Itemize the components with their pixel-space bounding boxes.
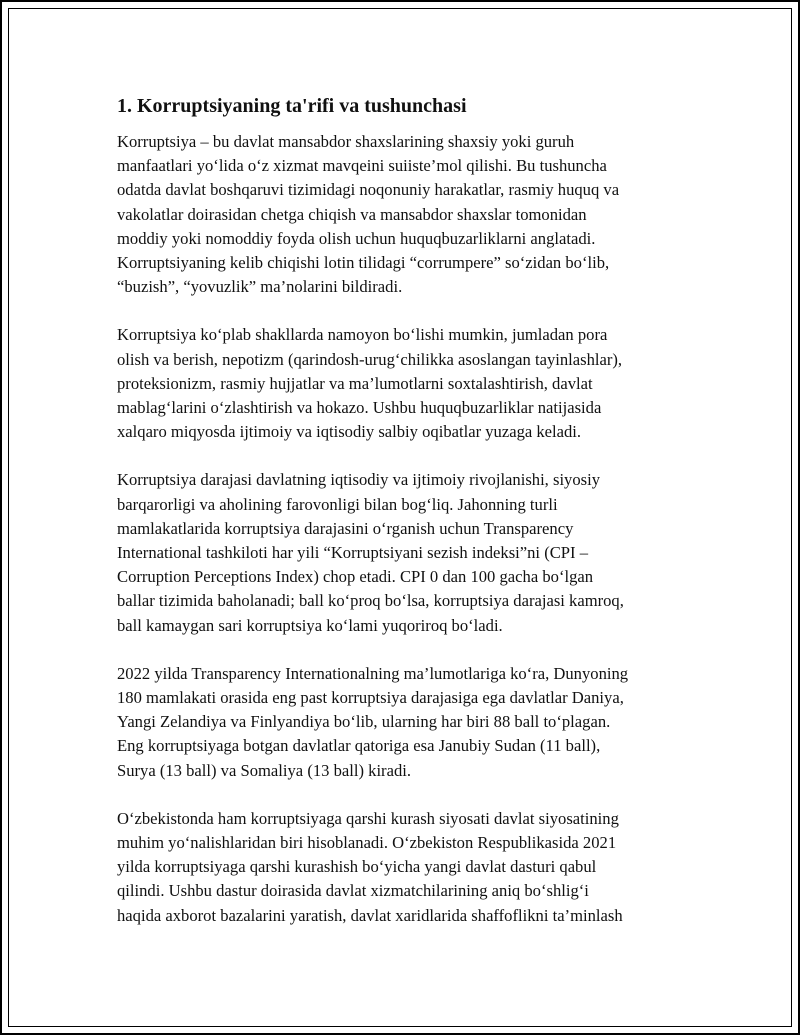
document-body <box>117 92 687 952</box>
text-line: xalqaro miqyosda ijtimoiy va iqtisodiy salbiy oqibatlar yuzaga keladi. <box>117 422 582 442</box>
text-line: Korruptsiya – bu davlat mansabdor shaxslarining shaxsiy yoki guruh <box>117 132 575 151</box>
text-line: Surya (13 ball) va Somaliya (13 ball) kiradi. <box>117 760 412 780</box>
text-line: Korruptsiyaning kelib chiqishi lotin tilidagi “corrumpere” so‘zidan bo‘lib, <box>117 253 610 273</box>
paragraph-forms <box>117 323 687 444</box>
paragraph-definition <box>117 130 687 299</box>
text-line: 2022 yilda Transparency Internationalning ma’lumotlariga ko‘ra, Dunyoning <box>117 663 629 683</box>
section-heading: 1. Korruptsiyaning ta'rifi va tushunchasi <box>117 95 467 117</box>
text-line: mablag‘larini o‘zlashtirish va hokazo. Ushbu huquqbuzarliklar natijasida <box>117 398 602 418</box>
text-line: manfaatlari yo‘lida o‘z xizmat mavqeini suiiste’mol qilishi. Bu tushuncha <box>117 156 607 176</box>
text-line: olish va berish, nepotizm (qarindosh-urug‘chilikka asoslangan tayinlashlar), <box>117 349 623 369</box>
text-line: qilindi. Ushbu dastur doirasida davlat xizmatchilarining aniq bo‘shlig‘i <box>117 881 589 901</box>
text-line: Korruptsiya ko‘plab shakllarda namoyon bo‘lishi mumkin, jumladan pora <box>117 325 608 345</box>
text-line: moddiy yoki nomoddiy foyda olish uchun huquqbuzarliklarni anglatadi. <box>117 228 596 248</box>
text-line: International tashkiloti har yili “Korruptsiyani sezish indeksi”ni (CPI – <box>117 543 588 563</box>
text-line: muhim yo‘nalishlaridan biri hisoblanadi. O‘zbekiston Respublikasida 2021 <box>117 833 617 853</box>
text-line: ball kamaygan sari korruptsiya ko‘lami yuqoriroq bo‘ladi. <box>117 615 503 635</box>
text-line: haqida axborot bazalarini yaratish, davlat xaridlarida shaffoflikni ta’minlash <box>117 905 623 925</box>
text-line: Eng korruptsiyaga botgan davlatlar qatoriga esa Janubiy Sudan (11 ball), <box>117 736 601 756</box>
text-line: yilda korruptsiyaga qarshi kurashish bo‘yicha yangi davlat dasturi qabul <box>117 857 597 877</box>
text-line: Korruptsiya darajasi davlatning iqtisodiy va ijtimoiy rivojlanishi, siyosiy <box>117 470 601 490</box>
text-line: O‘zbekistonda ham korruptsiyaga qarshi kurash siyosati davlat siyosatining <box>117 808 619 828</box>
text-line: barqarorligi va aholining farovonligi bilan bog‘liq. Jahonning turli <box>117 494 558 514</box>
text-line: mamlakatlarida korruptsiya darajasini o‘rganish uchun Transparency <box>117 518 574 538</box>
text-line: “buzish”, “yovuzlik” ma’nolarini bildiradi. <box>117 277 403 297</box>
text-line: odatda davlat boshqaruvi tizimidagi noqonuniy harakatlar, rasmiy huquq va <box>117 180 620 200</box>
text-line: Yangi Zelandiya va Finlyandiya bo‘lib, ularning har biri 88 ball to‘plagan. <box>117 712 611 732</box>
paragraph-cpi <box>117 468 687 637</box>
text-line: ballar tizimida baholanadi; ball ko‘proq bo‘lsa, korruptsiya darajasi kamroq, <box>117 591 624 611</box>
paragraph-2022-ranking <box>117 662 687 783</box>
paragraph-uzbekistan <box>117 807 687 928</box>
text-line: 180 mamlakati orasida eng past korruptsiya darajasiga ega davlatlar Daniya, <box>117 688 624 708</box>
text-line: vakolatlar doirasidan chetga chiqish va mansabdor shaxslar tomonidan <box>117 204 587 224</box>
text-line: proteksionizm, rasmiy hujjatlar va ma’lumotlarni soxtalashtirish, davlat <box>117 373 593 393</box>
text-line: Corruption Perceptions Index) chop etadi. CPI 0 dan 100 gacha bo‘lgan <box>117 567 594 587</box>
